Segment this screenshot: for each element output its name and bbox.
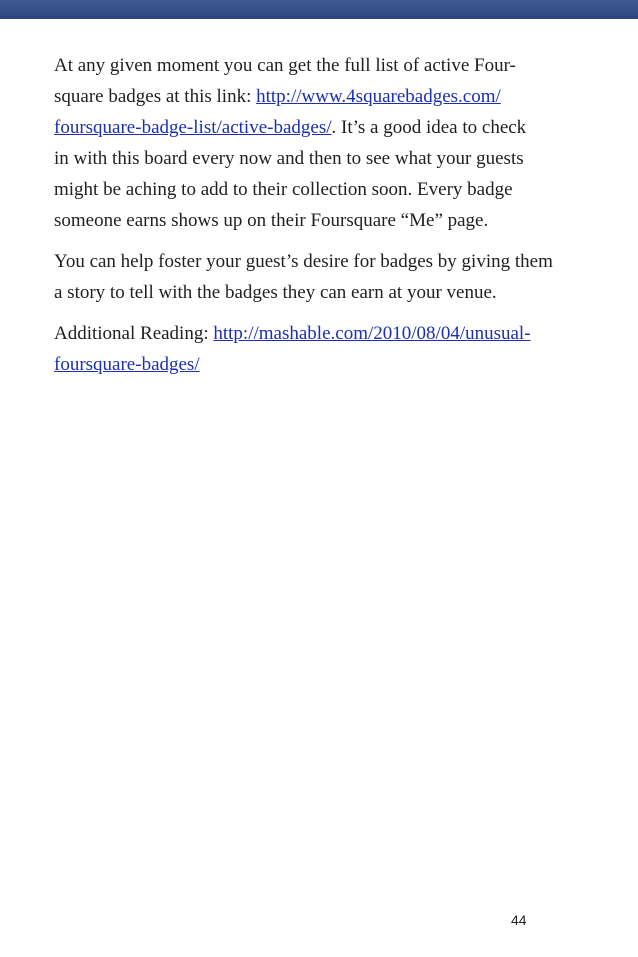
link-text: http://www.4squarebadges.com/ xyxy=(256,86,501,107)
paragraph-text: someone earns shows up on their Foursquare “Me” page. xyxy=(54,210,489,231)
paragraph-text: might be aching to add to their collection soon. Every badge xyxy=(54,179,513,200)
paragraph-text: At any given moment you can get the full list of active Four- xyxy=(54,55,516,76)
page-content xyxy=(54,50,589,390)
header-bar xyxy=(0,0,638,19)
link-text: foursquare-badge-list/active-badges/ xyxy=(54,117,332,138)
link-text: foursquare-badges/ xyxy=(54,354,200,375)
paragraph-text: in with this board every now and then to see what your guests xyxy=(54,148,524,169)
paragraph-additional-reading xyxy=(54,318,589,380)
paragraph-text: square badges at this link: xyxy=(54,86,257,107)
paragraph-foster-desire xyxy=(54,246,589,308)
paragraph-text: a story to tell with the badges they can earn at your venue. xyxy=(54,282,497,303)
paragraph-text: You can help foster your guest’s desire for badges by giving them xyxy=(54,251,553,272)
page-number: 44 xyxy=(511,912,527,928)
additional-reading-label: Additional Reading: xyxy=(54,323,214,344)
paragraph-badge-list xyxy=(54,50,589,236)
paragraph-text: . It’s a good idea to check xyxy=(331,117,527,138)
link-text: http://mashable.com/2010/08/04/unusual- xyxy=(213,323,531,344)
